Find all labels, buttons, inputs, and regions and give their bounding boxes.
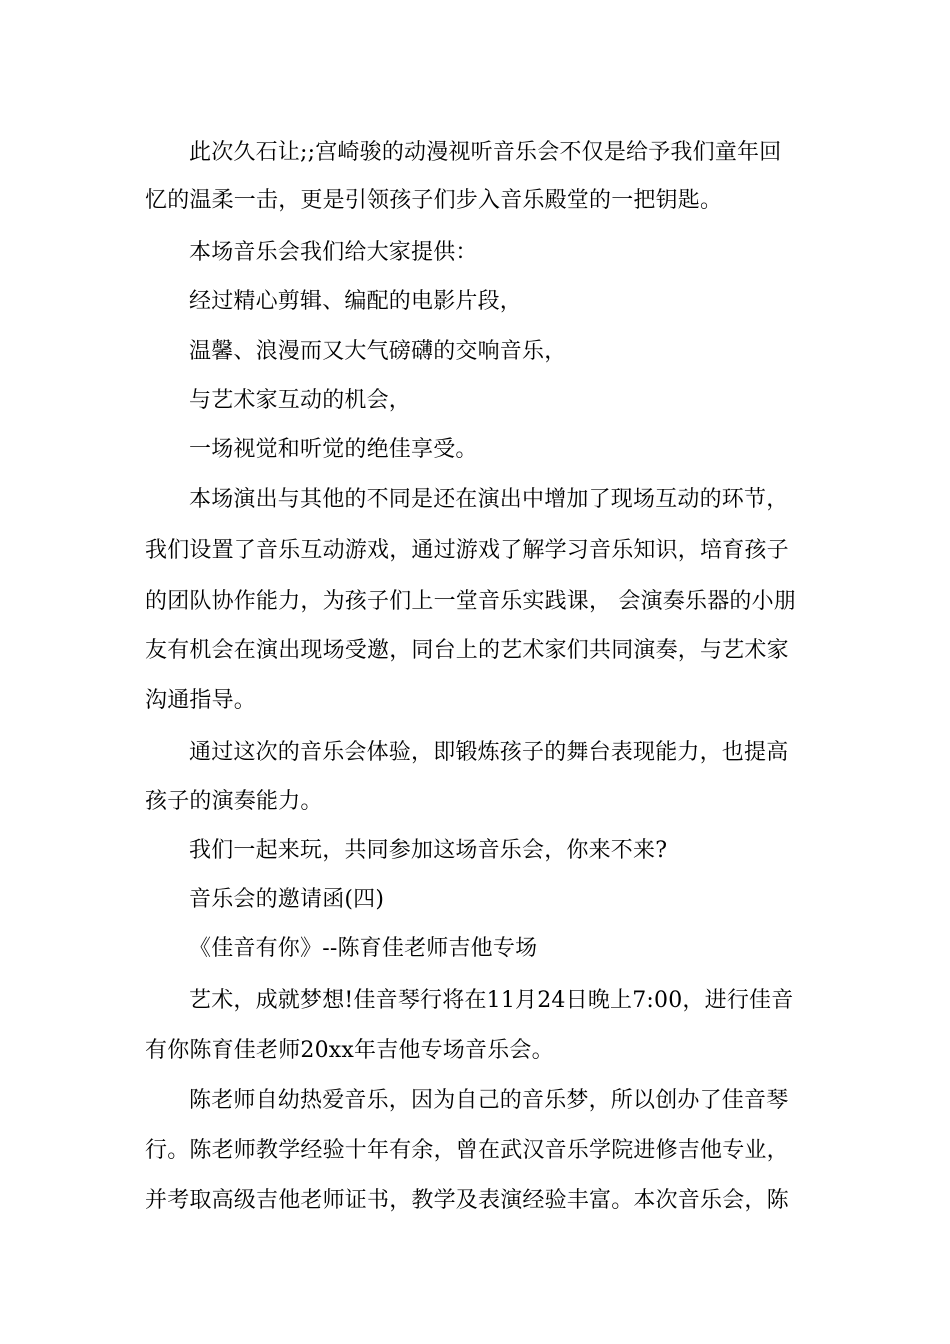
paragraph-line: 有你陈育佳老师20xx年吉他专场音乐会。 [145, 1038, 554, 1063]
paragraph-line: 沟通指导。 [145, 688, 257, 713]
paragraph-line: 我们一起来玩，共同参加这场音乐会，你来不来? [189, 838, 668, 863]
paragraph-line: 行。陈老师教学经验十年有余，曾在武汉音乐学院进修吉他专业， [145, 1138, 789, 1163]
paragraph-line: 忆的温柔一击，更是引领孩子们步入音乐殿堂的一把钥匙。 [145, 188, 723, 213]
paragraph-line: 与艺术家互动的机会， [189, 388, 412, 413]
paragraph-line: 温馨、浪漫而又大气磅礴的交响音乐， [189, 339, 567, 364]
paragraph-line: 陈老师自幼热爱音乐，因为自己的音乐梦，所以创办了佳音琴 [189, 1088, 789, 1113]
paragraph-line: 通过这次的音乐会体验，即锻炼孩子的舞台表现能力，也提高 [189, 740, 789, 765]
paragraph-line: 孩子的演奏能力。 [145, 789, 323, 814]
paragraph-line: 一场视觉和听觉的绝佳享受。 [189, 437, 478, 462]
paragraph-line: 友有机会在演出现场受邀，同台上的艺术家们共同演奏，与艺术家 [145, 638, 789, 663]
paragraph-line: 艺术，成就梦想!佳音琴行将在11月24日晚上7:00，进行佳音 [189, 988, 794, 1013]
section-heading: 音乐会的邀请函(四) [189, 887, 385, 912]
paragraph-line: 本场演出与其他的不同是还在演出中增加了现场互动的环节， [189, 487, 789, 512]
paragraph-line: 并考取高级吉他老师证书，教学及表演经验丰富。本次音乐会，陈 [145, 1188, 789, 1213]
paragraph-line: 经过精心剪辑、编配的电影片段， [189, 289, 523, 314]
subtitle-line: 《佳音有你》--陈育佳老师吉他专场 [189, 936, 538, 961]
paragraph-line: 此次久石让;;宫崎骏的动漫视听音乐会不仅是给予我们童年回 [189, 140, 782, 165]
paragraph-line: 的团队协作能力，为孩子们上一堂音乐实践课， 会演奏乐器的小朋 [145, 589, 796, 614]
paragraph-line: 本场音乐会我们给大家提供： [189, 240, 478, 265]
paragraph-line: 我们设置了音乐互动游戏，通过游戏了解学习音乐知识，培育孩子 [145, 538, 789, 563]
